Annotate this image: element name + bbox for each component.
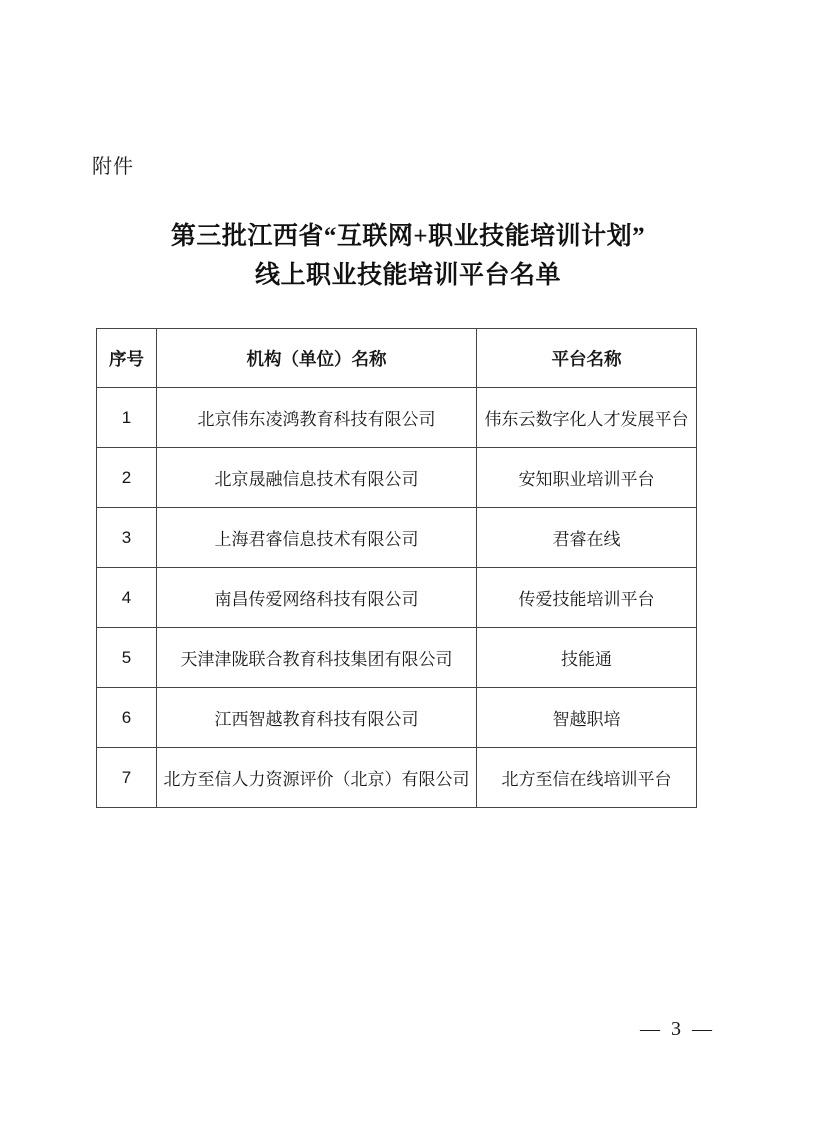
- page-number: — 3 —: [640, 1018, 715, 1040]
- table-row: [97, 448, 697, 508]
- table-row: [97, 508, 697, 568]
- table-row: [97, 688, 697, 748]
- cell-organization: 天津津陇联合教育科技集团有限公司: [157, 628, 477, 688]
- cell-platform: 智越职培: [477, 688, 697, 748]
- page-title-line-1: 第三批江西省“互联网+职业技能培训计划”: [170, 223, 646, 250]
- cell-platform: 北方至信在线培训平台: [477, 748, 697, 808]
- cell-index: 4: [97, 568, 157, 628]
- table-row: [97, 628, 697, 688]
- table-row: [97, 388, 697, 448]
- cell-index: 5: [97, 628, 157, 688]
- page-title: [96, 218, 720, 296]
- table-row: [97, 748, 697, 808]
- cell-platform: 传爱技能培训平台: [477, 568, 697, 628]
- attachment-label: 附件: [92, 156, 134, 178]
- page-title-line-2: 线上职业技能培训平台名单: [254, 261, 561, 289]
- cell-platform: 安知职业培训平台: [477, 448, 697, 508]
- cell-platform: 技能通: [477, 628, 697, 688]
- platform-list-table: [96, 328, 697, 808]
- cell-index: 7: [97, 748, 157, 808]
- cell-organization: 上海君睿信息技术有限公司: [157, 508, 477, 568]
- cell-index: 6: [97, 688, 157, 748]
- cell-organization: 江西智越教育科技有限公司: [157, 688, 477, 748]
- cell-platform: 伟东云数字化人才发展平台: [477, 388, 697, 448]
- column-header-platform: 平台名称: [477, 329, 697, 388]
- table-row: [97, 568, 697, 628]
- column-header-index: 序号: [97, 329, 157, 388]
- cell-index: 2: [97, 448, 157, 508]
- cell-index: 3: [97, 508, 157, 568]
- cell-organization: 北方至信人力资源评价（北京）有限公司: [157, 748, 477, 808]
- cell-platform: 君睿在线: [477, 508, 697, 568]
- cell-organization: 南昌传爱网络科技有限公司: [157, 568, 477, 628]
- cell-organization: 北京伟东凌鸿教育科技有限公司: [157, 388, 477, 448]
- column-header-organization: 机构（单位）名称: [157, 329, 477, 388]
- cell-organization: 北京晟融信息技术有限公司: [157, 448, 477, 508]
- table-header-row: [97, 329, 697, 388]
- cell-index: 1: [97, 388, 157, 448]
